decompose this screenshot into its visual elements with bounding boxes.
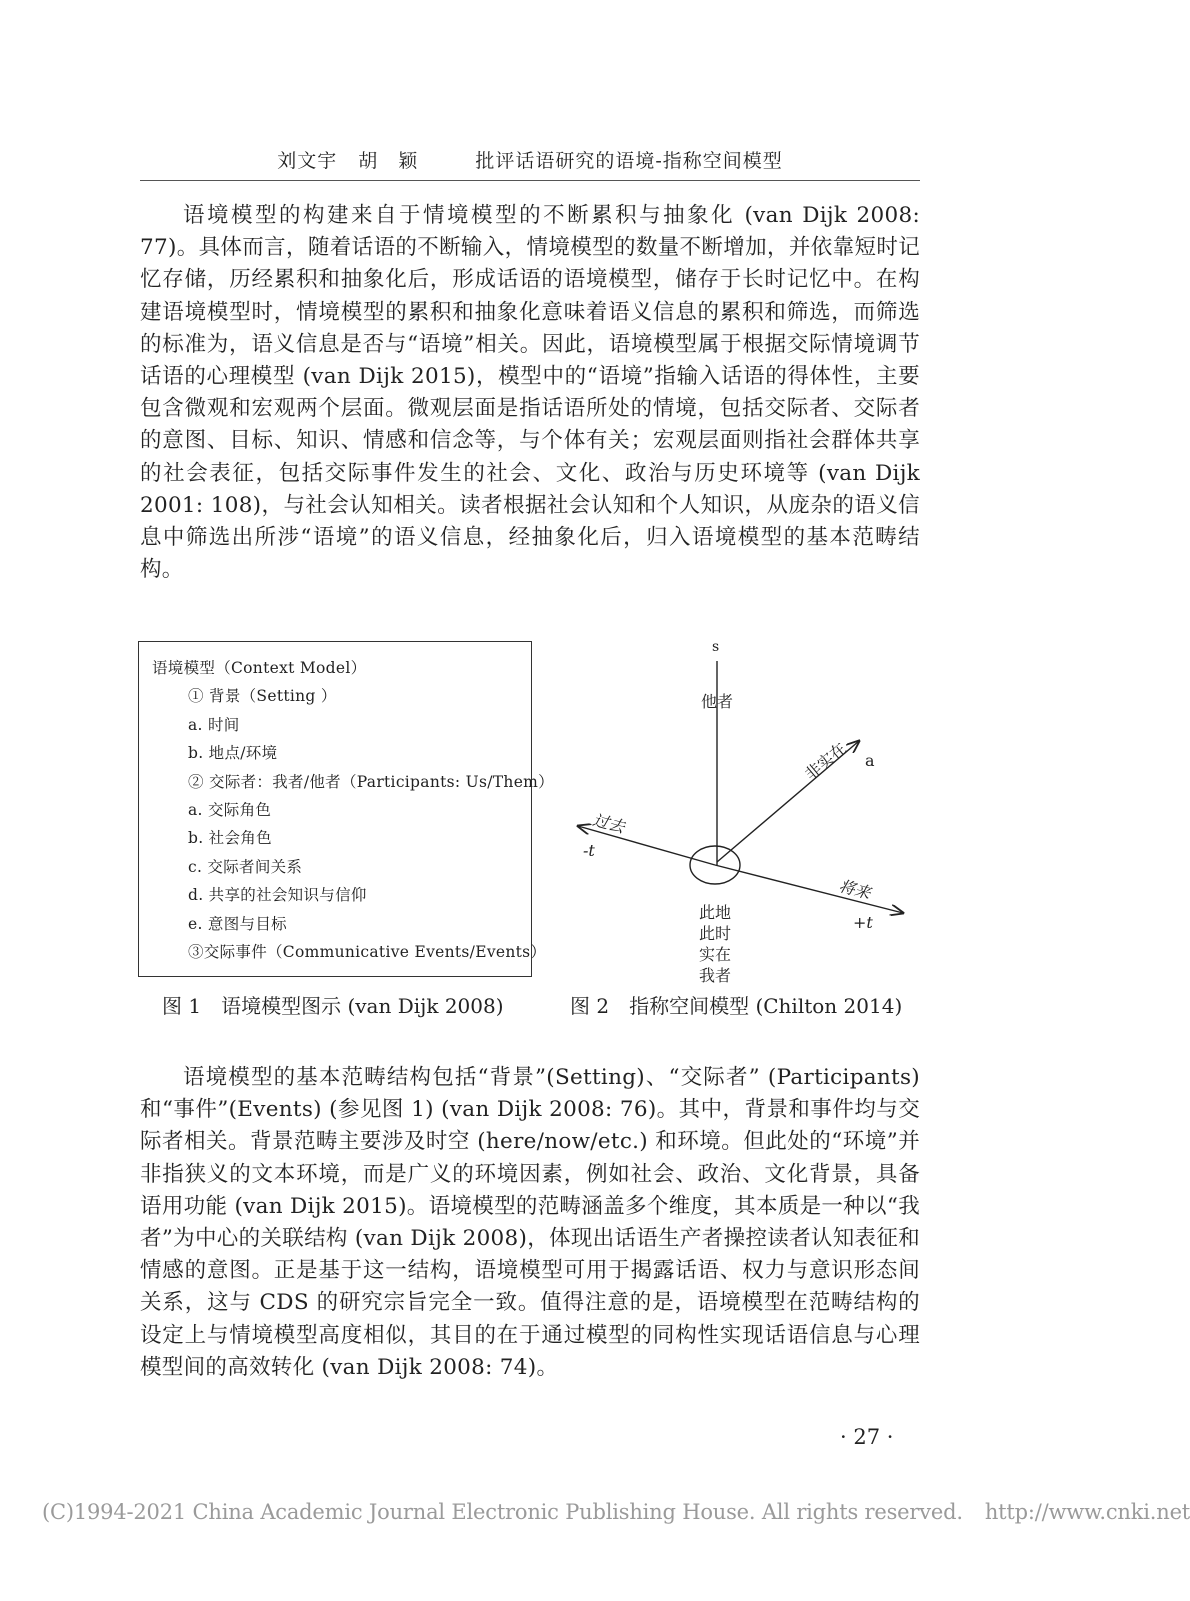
label-here: 此地 bbox=[699, 903, 732, 922]
label-minus-t: -t bbox=[583, 841, 595, 860]
figure-2-caption-number: 图 2 bbox=[570, 994, 610, 1018]
fig1-line: a. 交际角色 bbox=[188, 801, 272, 819]
figure-1-context-model-box bbox=[138, 641, 554, 977]
label-past: 过去 bbox=[590, 810, 627, 837]
cnki-url: http://www.cnki.net bbox=[984, 1500, 1190, 1524]
fig1-line: d. 共享的社会知识与信仰 bbox=[188, 886, 367, 904]
copyright-text: (C)1994-2021 China Academic Journal Electronic Publishing House. All rights reserved. bbox=[42, 1500, 963, 1524]
label-a: a bbox=[865, 751, 875, 770]
label-self: 我者 bbox=[699, 966, 732, 985]
label-now: 此时 bbox=[699, 924, 732, 943]
header-article-title: 批评话语研究的语境-指称空间模型 bbox=[475, 150, 783, 172]
label-plus-t: +t bbox=[853, 913, 873, 932]
header-author-1: 刘文宇 bbox=[277, 150, 338, 172]
page-number: · 27 · bbox=[840, 1425, 894, 1449]
header-author-2: 胡 颖 bbox=[358, 150, 419, 172]
fig1-line: ① 背景（Setting ） bbox=[188, 687, 337, 705]
fig1-line: a. 时间 bbox=[188, 716, 240, 734]
copyright-footer bbox=[42, 1500, 1190, 1524]
fig1-line: b. 地点/环境 bbox=[188, 744, 278, 762]
figure-2-caption-text: 指称空间模型 (Chilton 2014) bbox=[629, 994, 903, 1018]
figure-2-deictic-space-diagram bbox=[565, 637, 913, 985]
label-s: s bbox=[712, 639, 720, 655]
future-arrow bbox=[715, 865, 903, 913]
body-paragraph-1: 语境模型的构建来自于情境模型的不断累积与抽象化 (van Dijk 2008: 77)。具体而言，随着话语的不断输入，情境模型的数量不断增加，并依靠短时记忆存储，历经累积和抽象化后，形成话语的语境模型，储存于长时记忆中。在构建语境模型时，情境模型的累积和抽象化意味着语义信息的累积和筛选，而筛选的标准为，语义信息是否与“语境”相关。因此，语境模型属于根据交际情境调节话语的心理模型 (van Dijk 2015)，模型中的“语境”指输入话语的得体性，主要包含微观和宏观两个层面。微观层面是指话语所处的情境，包括交际者、交际者的意图、目标、知识、情感和信念等，与个体有关；宏观层面则指社会群体共享的社会表征，包括交际事件发生的社会、文化、政治与历史环境等 (van Dijk 2001: 108)，与社会认知相关。读者根据社会认知和个人知识，从庞杂的语义信息中筛选出所涉“语境”的语义信息，经抽象化后，归入语境模型的基本范畴结构。 bbox=[140, 203, 920, 583]
figure-1-caption bbox=[162, 990, 504, 1019]
fig1-line: ③交际事件（Communicative Events/Events） bbox=[188, 943, 547, 961]
label-real: 实在 bbox=[699, 945, 732, 964]
running-header bbox=[140, 146, 920, 181]
figure-2-caption bbox=[570, 990, 902, 1019]
label-other: 他者 bbox=[701, 692, 734, 711]
fig1-line: c. 交际者间关系 bbox=[188, 858, 303, 876]
label-future: 将来 bbox=[836, 876, 873, 903]
fig1-line: e. 意图与目标 bbox=[188, 915, 287, 933]
fig1-line: b. 社会角色 bbox=[188, 829, 272, 847]
body-paragraph-2: 语境模型的基本范畴结构包括“背景”(Setting)、“交际者” (Participants) 和“事件”(Events) (参见图 1) (van Dijk 2008: 76)。其中，背景和事件均与交际者相关。背景范畴主要涉及时空 (here/now/etc.) 和环境。但此处的“环境”并非指狭义的文本环境，而是广义的环境因素，例如社会、政治、文化背景，具备语用功能 (van Dijk 2015)。语境模型的范畴涵盖多个维度，其本质是一种以“我者”为中心的关联结构 (van Dijk 2008)，体现出话语生产者操控读者认知表征和情感的意图。正是基于这一结构，语境模型可用于揭露话语、权力与意识形态间关系，这与 CDS 的研究宗旨完全一致。值得注意的是，语境模型在范畴结构的设定上与情境模型高度相似，其目的在于通过模型的同构性实现话语信息与心理模型间的高效转化 (van Dijk 2008: 74)。 bbox=[140, 1065, 920, 1380]
label-unreal: 非实在 bbox=[801, 738, 851, 784]
deictic-space-svg bbox=[565, 637, 913, 985]
figure-1-caption-text: 语境模型图示 (van Dijk 2008) bbox=[221, 994, 504, 1018]
fig1-line: ② 交际者：我者/他者（Participants: Us/Them） bbox=[188, 773, 554, 791]
fig1-line: 语境模型（Context Model） bbox=[152, 659, 367, 677]
figure-1-caption-number: 图 1 bbox=[162, 994, 202, 1018]
